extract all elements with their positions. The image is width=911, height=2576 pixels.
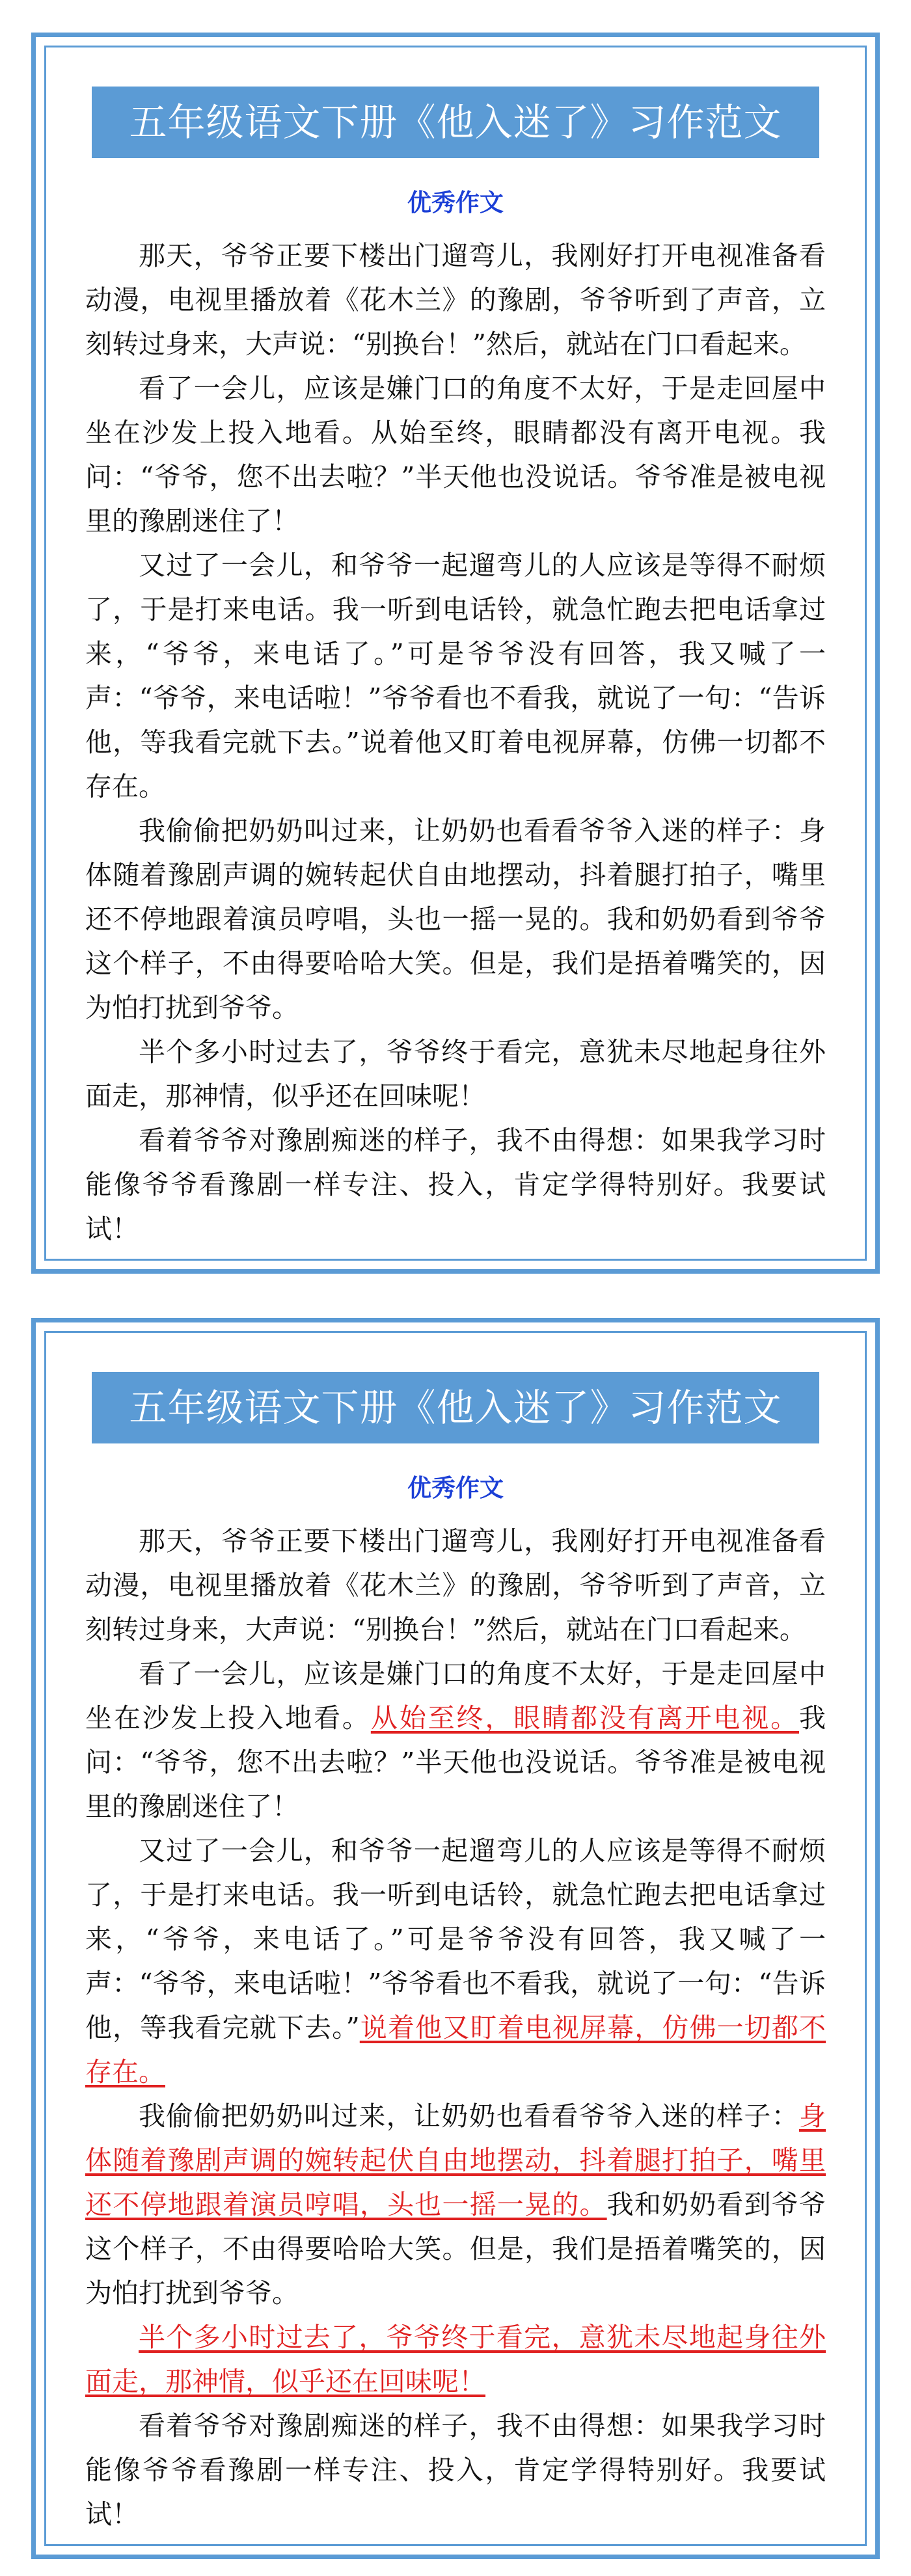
paragraph-5: 半个多小时过去了，爷爷终于看完，意犹未尽地起身往外面走，那神情，似乎还在回味呢！ (85, 1036, 826, 1112)
paragraph-1: 那天，爷爷正要下楼出门遛弯儿，我刚好打开电视准备看动漫，电视里播放着《花木兰》的豫剧，爷爷听到了声音，立刻转过身来，大声说：“别换台！”然后，就站在门口看起来。 (85, 1525, 826, 1645)
paragraph-2-part-a: 看了一会儿，应该是嫌门口的角度不太好，于是走回屋中坐在沙发上投入地看。 (85, 373, 826, 448)
essay-body (85, 234, 826, 1251)
paragraph-3 (85, 543, 826, 809)
subtitle: 优秀作文 (407, 1474, 504, 1502)
subtitle: 优秀作文 (407, 189, 504, 217)
highlighted-sentence: 身体随着豫剧声调的婉转起伏自由地摆动，抖着腿打拍子，嘴里还不停地跟着演员哼唱，头也一摇一晃的。 (85, 2100, 826, 2220)
paragraph-4-part-c: 我和奶奶看到爷爷这个样子，不由得要哈哈大笑。但是，我们是捂着嘴笑的，因为怕打扰到爷爷。 (85, 904, 826, 1023)
essay-body (85, 1519, 826, 2536)
essay-card-annotated (31, 1318, 880, 2559)
highlighted-sentence: 说着他又盯着电视屏幕，仿佛一切都不存在。 (85, 2012, 826, 2087)
paragraph-2-part-c: 我问：“爷爷，您不出去啦？”半天他也没说话。爷爷准是被电视里的豫剧迷住了！ (85, 417, 826, 537)
paragraph-2-part-a: 看了一会儿，应该是嫌门口的角度不太好，于是走回屋中坐在沙发上投入地看。 (85, 1658, 826, 1734)
paragraph-3-part-a: 又过了一会儿，和爷爷一起遛弯儿的人应该是等得不耐烦了，于是打来电话。我一听到电话铃，就急忙跑去把电话拿过来，“爷爷，来电话了。”可是爷爷没有回答，我又喊了一声：“爷爷，来电话啦！”爷爷看也不看我，就说了一句：“告诉他，等我看完就下去。” (85, 550, 826, 758)
paragraph-3-part-b: 说着他又盯着电视屏幕，仿佛一切都不存在。 (85, 727, 826, 802)
banner-title: 五年级语文下册《他入迷了》习作范文 (92, 1372, 819, 1443)
paragraph-6: 看着爷爷对豫剧痴迷的样子，我不由得想：如果我学习时能像爷爷看豫剧一样专注、投入，肯定学得特别好。我要试试！ (85, 2410, 826, 2530)
paragraph-4-part-b: 身体随着豫剧声调的婉转起伏自由地摆动，抖着腿打拍子，嘴里还不停地跟着演员哼唱，头也一摇一晃的。 (85, 815, 826, 935)
paragraph-1: 那天，爷爷正要下楼出门遛弯儿，我刚好打开电视准备看动漫，电视里播放着《花木兰》的豫剧，爷爷听到了声音，立刻转过身来，大声说：“别换台！”然后，就站在门口看起来。 (85, 240, 826, 360)
paragraph-3 (85, 1829, 826, 2094)
paragraph-2-part-c: 我问：“爷爷，您不出去啦？”半天他也没说话。爷爷准是被电视里的豫剧迷住了！ (85, 1702, 826, 1822)
paragraph-2 (85, 1652, 826, 1829)
paragraph-3-part-a: 又过了一会儿，和爷爷一起遛弯儿的人应该是等得不耐烦了，于是打来电话。我一听到电话铃，就急忙跑去把电话拿过来，“爷爷，来电话了。”可是爷爷没有回答，我又喊了一声：“爷爷，来电话啦！”爷爷看也不看我，就说了一句：“告诉他，等我看完就下去。” (85, 1835, 826, 2043)
banner-title: 五年级语文下册《他入迷了》习作范文 (92, 87, 819, 158)
paragraph-2-part-b: 从始至终，眼睛都没有离开电视。 (370, 417, 800, 448)
paragraph-5 (85, 2315, 826, 2404)
essay-card-plain (31, 33, 880, 1274)
paragraph-4 (85, 809, 826, 1030)
paragraph-4-part-a: 我偷偷把奶奶叫过来，让奶奶也看看爷爷入迷的样子： (139, 815, 799, 846)
paragraph-2 (85, 366, 826, 543)
paragraph-4-part-a: 我偷偷把奶奶叫过来，让奶奶也看看爷爷入迷的样子： (139, 2100, 799, 2132)
paragraph-4 (85, 2094, 826, 2315)
highlighted-sentence: 半个多小时过去了，爷爷终于看完，意犹未尽地起身往外面走，那神情，似乎还在回味呢！ (85, 2322, 826, 2397)
paragraph-4-part-c: 我和奶奶看到爷爷这个样子，不由得要哈哈大笑。但是，我们是捂着嘴笑的，因为怕打扰到爷爷。 (85, 2189, 826, 2309)
highlighted-sentence: 从始至终，眼睛都没有离开电视。 (370, 1702, 800, 1734)
paragraph-6: 看着爷爷对豫剧痴迷的样子，我不由得想：如果我学习时能像爷爷看豫剧一样专注、投入，肯定学得特别好。我要试试！ (85, 1125, 826, 1244)
